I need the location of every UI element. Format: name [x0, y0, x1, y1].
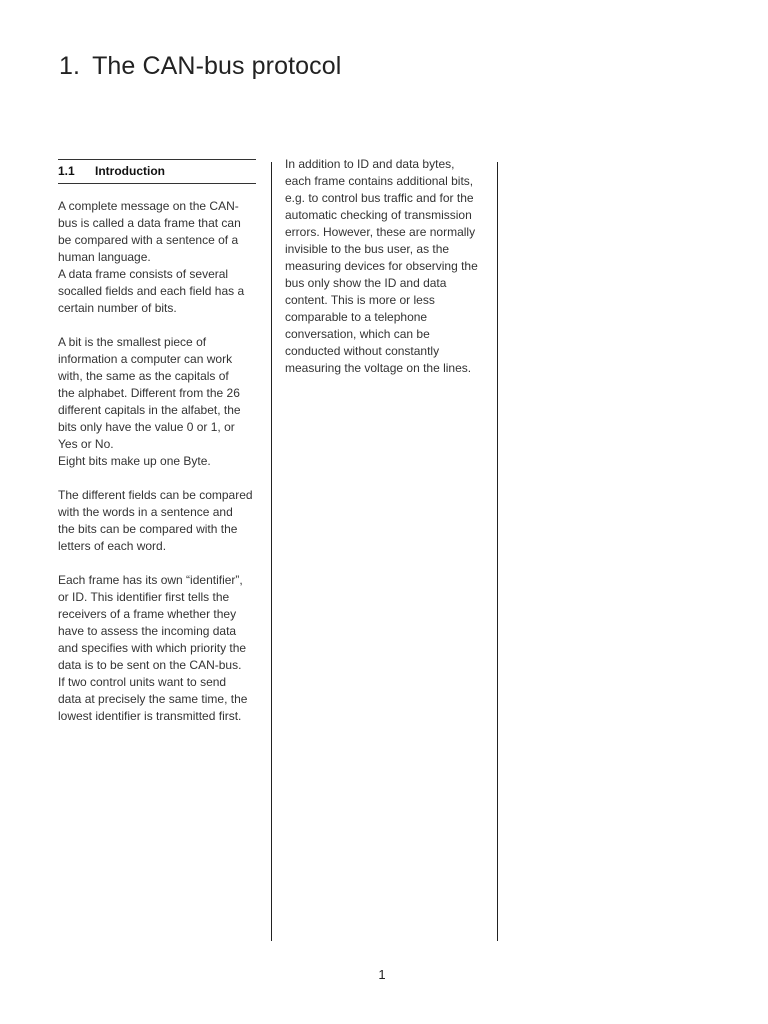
section-heading	[58, 159, 256, 184]
text-line: with, the same as the capitals of	[58, 369, 229, 383]
section-title: Introduction	[95, 164, 165, 178]
text-line: or ID. This identifier first tells the	[58, 590, 230, 604]
text-line: different capitals in the alfabet, the	[58, 403, 241, 417]
text-line: each frame contains additional bits,	[285, 174, 474, 188]
text-line: the alphabet. Different from the 26	[58, 386, 240, 400]
text-line: receivers of a frame whether they	[58, 607, 237, 621]
text-line: lowest identifier is transmitted first.	[58, 709, 242, 723]
text-line: the bits can be compared with the	[58, 522, 238, 536]
text-line: Eight bits make up one Byte.	[58, 454, 211, 468]
paragraph-fields	[58, 487, 263, 555]
text-line: bits only have the value 0 or 1, or	[58, 420, 235, 434]
chapter-title	[59, 50, 341, 82]
text-line: The different fields can be compared	[58, 488, 253, 502]
paragraph-bit	[58, 334, 263, 470]
column-divider-left	[271, 162, 272, 941]
text-line: Yes or No.	[58, 437, 114, 451]
paragraph-additional-bits	[285, 156, 490, 377]
text-line: content. This is more or less	[285, 293, 435, 307]
text-line: A bit is the smallest piece of	[58, 335, 207, 349]
text-line: A data frame consists of several	[58, 267, 229, 281]
text-line: data at precisely the same time, the	[58, 692, 248, 706]
text-line: letters of each word.	[58, 539, 167, 553]
text-line: If two control units want to send	[58, 675, 227, 689]
section-number: 1.1	[58, 164, 75, 178]
text-line: certain number of bits.	[58, 301, 177, 315]
text-line: A complete message on the CAN-	[58, 199, 239, 213]
text-line: bus is called a data frame that can	[58, 216, 241, 230]
text-line: measuring the voltage on the lines.	[285, 361, 472, 375]
text-line: invisible to the bus user, as the	[285, 242, 450, 256]
text-line: comparable to a telephone	[285, 310, 428, 324]
text-line: human language.	[58, 250, 151, 264]
text-line: with the words in a sentence and	[58, 505, 233, 519]
text-line: socalled fields and each field has a	[58, 284, 245, 298]
column-divider-right	[497, 162, 498, 941]
text-line: conversation, which can be	[285, 327, 430, 341]
text-line: and specifies with which priority the	[58, 641, 247, 655]
text-line: be compared with a sentence of a	[58, 233, 239, 247]
text-line: measuring devices for observing the	[285, 259, 478, 273]
text-line: information a computer can work	[58, 352, 233, 366]
paragraph-data-frame	[58, 198, 263, 317]
text-line: Each frame has its own “identifier”,	[58, 573, 243, 587]
text-line: e.g. to control bus traffic and for the	[285, 191, 474, 205]
page-number: 1	[378, 967, 386, 982]
text-line: have to assess the incoming data	[58, 624, 237, 638]
right-column-text	[285, 156, 490, 394]
text-line: automatic checking of transmission	[285, 208, 472, 222]
chapter-title-text: The CAN-bus protocol	[92, 52, 342, 80]
text-line: bus only show the ID and data	[285, 276, 447, 290]
paragraph-identifier	[58, 572, 263, 725]
text-line: In addition to ID and data bytes,	[285, 157, 455, 171]
text-line: data is to be sent on the CAN-bus.	[58, 658, 242, 672]
left-column-text	[58, 198, 263, 742]
text-line: errors. However, these are normally	[285, 225, 476, 239]
text-line: conducted without constantly	[285, 344, 440, 358]
chapter-number: 1.	[59, 52, 81, 80]
